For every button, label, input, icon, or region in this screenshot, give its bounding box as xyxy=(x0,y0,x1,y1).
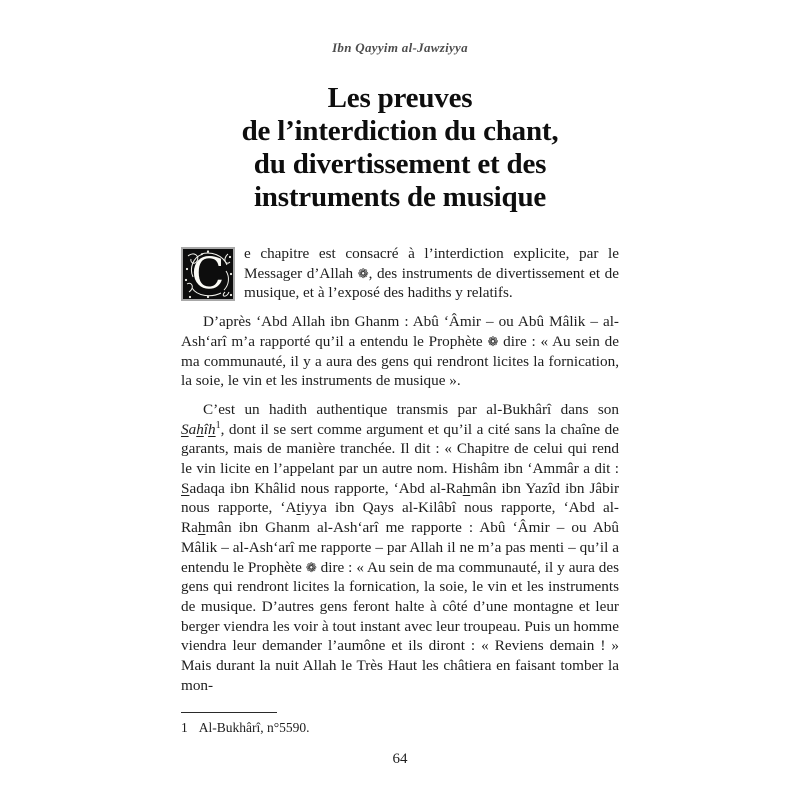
body-text xyxy=(181,244,619,736)
dropcap-letter: C xyxy=(191,249,225,299)
chapter-title xyxy=(116,82,684,214)
footnote-separator xyxy=(181,712,277,713)
pbuh-calligraphy-icon: ❁ xyxy=(487,334,499,350)
text-run: h xyxy=(462,479,471,497)
page-number: 64 xyxy=(392,751,408,768)
paragraph-hadith xyxy=(181,312,619,391)
text-run: mân ibn Ghanm al-Ash‘arî me rapporte : Abû ‘Âmir – ou Abû Mâlik – al-Ash‘arî me rapporte – par Allah il ne m’a pas menti – qu’il a entendu le Prophète xyxy=(181,519,619,576)
text-run: , dont il se sert comme argument et qu’il a cité sans la chaîne de garants, mais de manière tranchée. Il dit : « Chapitre de celui qui rend le vin licite en l’appelant par un autre nom. Hishâm ibn ‘Ammâr a dit : xyxy=(181,420,619,478)
footnote xyxy=(181,719,619,736)
paragraph-intro xyxy=(181,244,619,303)
text-run: iyya ibn Qays al-Kilâbî nous rapporte, ‘Abd al-Ra xyxy=(181,499,619,537)
footnote-marker: 1 xyxy=(215,419,221,431)
chapter-title-line: de l’interdiction du chant, xyxy=(241,115,559,147)
text-run: adaqa ibn Khâlid nous rapporte, ‘Abd al-Ra xyxy=(189,479,463,497)
text-run: mân ibn Yazîd ibn Jâbir nous rapporte, ‘A xyxy=(181,479,619,517)
text-run: dire : « Au sein de ma communauté, il y aura des gens qui rendront licites la fornication, la soie, le vin et les instruments de musique. D’autres gens feront halte à côté d’une montagne et leur berger viendra les voir à tout instant avec leur troupeau. Puis un homme viendra leur demander l’aumône et ils diront : « Reviens demain ! » Mais durant la nuit Allah le Très Haut les châtiera en faisant tomber la mon- xyxy=(181,558,619,694)
dropcap-ornament-c-icon xyxy=(181,247,235,301)
text-run: h xyxy=(208,420,216,438)
text-run: h xyxy=(197,519,206,537)
running-header-author: Ibn Qayyim al-Jawziyya xyxy=(332,40,468,55)
text-run: î xyxy=(203,420,209,438)
text-run: a xyxy=(188,420,197,438)
pbuh-calligraphy-icon: ❁ xyxy=(305,560,317,576)
text-run: D’après ‘Abd Allah ibn Ghanm : Abû ‘Âmir – ou Abû Mâlik – al-Ash‘arî m’a rapporté qu’il a entendu le Prophète xyxy=(181,313,619,350)
pbuh-calligraphy-icon: ❁ xyxy=(357,266,369,282)
chapter-title-line: instruments de musique xyxy=(253,181,547,213)
text-run: t xyxy=(296,499,301,517)
text-run: S xyxy=(181,420,189,438)
text-run: , des instruments de divertissement et de musique, et à l’exposé des hadiths y relatifs. xyxy=(244,264,619,302)
text-run: e chapitre est consacré à l’interdiction explicite, par le Messager d’Allah xyxy=(244,245,619,282)
chapter-title-line: du divertissement et des xyxy=(253,148,547,180)
chapter-title-line: Les preuves xyxy=(327,82,473,114)
footnote-text: Al-Bukhârî, n°5590. xyxy=(198,720,310,736)
footnote-number: 1 xyxy=(181,720,188,736)
text-run: dire : « Au sein de ma communauté, il y a aura des gens qui rendront licites la fornication, la soie, le vin et les instruments de musique ». xyxy=(181,332,619,390)
text-run: h xyxy=(196,420,204,438)
paragraph-bukhari-chain xyxy=(181,400,619,696)
text-run: S xyxy=(181,479,190,497)
book-page xyxy=(116,0,684,800)
text-run: C’est un hadith authentique transmis par al-Bukhârî dans son xyxy=(203,400,619,418)
